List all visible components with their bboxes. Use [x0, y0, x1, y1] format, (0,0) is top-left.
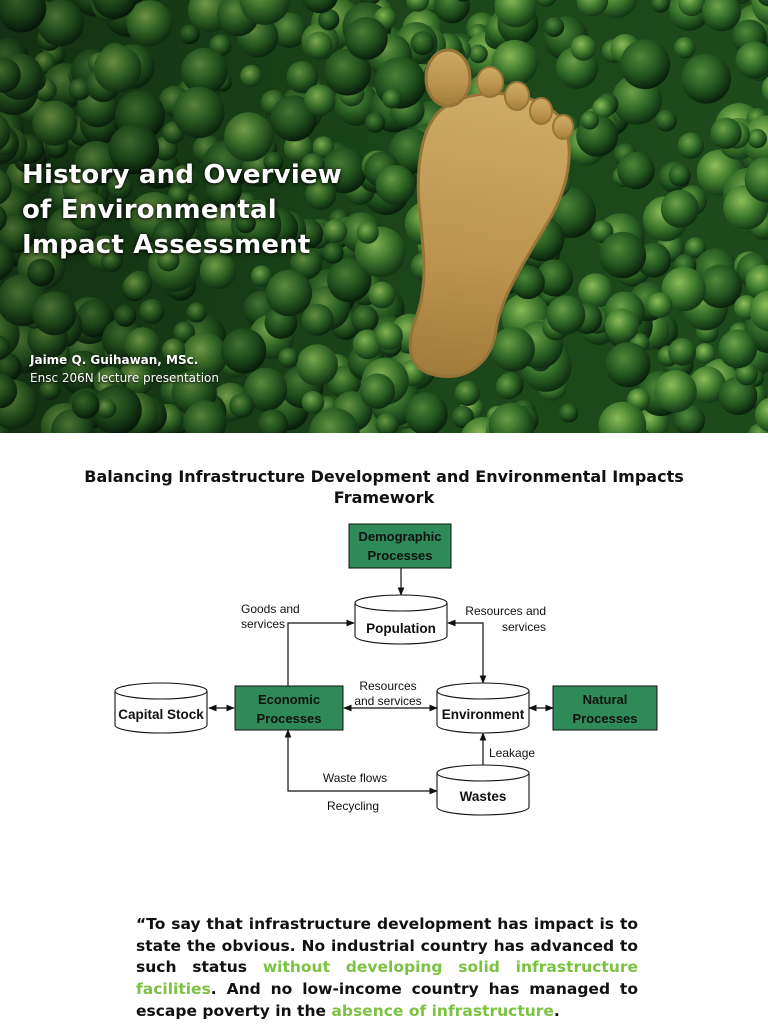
framework-slide	[0, 433, 768, 1024]
course-label: Ensc 206N lecture presentation	[30, 371, 219, 385]
infrastructure-quote	[136, 914, 638, 1023]
resources-services-top-label-2: services	[501, 620, 546, 634]
svg-text:Processes: Processes	[256, 711, 322, 726]
title-line-1: History and Overview	[22, 160, 342, 190]
waste-flows-label: Waste flows	[322, 771, 388, 785]
capital-stock-cylinder	[115, 683, 207, 733]
natural-processes-box	[553, 686, 657, 730]
quote-highlight-1: without developing solid infrastructure facilities	[136, 958, 638, 999]
leakage-label: Leakage	[489, 746, 536, 760]
title-line-3: Impact Assessment	[22, 230, 311, 260]
presentation-title	[22, 158, 402, 263]
svg-text:Processes: Processes	[367, 548, 433, 563]
svg-text:Economic: Economic	[257, 692, 321, 707]
goods-services-label-2: services	[241, 617, 286, 631]
svg-text:Natural: Natural	[582, 692, 628, 707]
svg-text:Wastes: Wastes	[459, 789, 507, 804]
title-line-2: of Environmental	[22, 195, 277, 225]
svg-text:Capital Stock: Capital Stock	[118, 707, 204, 722]
population-cylinder	[355, 595, 447, 644]
quote-text-3: .	[553, 1001, 560, 1020]
title-slide	[0, 0, 768, 433]
wastes-cylinder	[437, 765, 529, 815]
framework-diagram	[0, 433, 768, 833]
goods-services-label-1: Goods and	[241, 602, 300, 616]
svg-text:Processes: Processes	[572, 711, 638, 726]
environment-cylinder	[437, 683, 529, 733]
resources-services-mid-label-2: and services	[354, 694, 422, 708]
quote-highlight-2: absence of infrastructure	[331, 1001, 554, 1020]
quote-text-2: . And no low-income country has managed to escape poverty in the	[136, 980, 638, 1020]
population-environment-arrow	[448, 623, 483, 683]
resources-services-top-label-1: Resources and	[465, 604, 546, 618]
svg-text:Environment: Environment	[441, 707, 525, 722]
economic-processes-box	[235, 686, 343, 730]
economic-population-arrow	[288, 623, 354, 686]
svg-text:Demographic: Demographic	[358, 529, 442, 544]
demographic-processes-box	[349, 524, 451, 568]
svg-text:Population: Population	[366, 621, 436, 636]
author-name: Jaime Q. Guihawan, MSc.	[30, 353, 199, 367]
recycling-label: Recycling	[326, 799, 380, 813]
resources-services-mid-label-1: Resources	[359, 679, 417, 693]
slide-title: Balancing Infrastructure Development and Environmental Impacts Framework	[84, 467, 684, 507]
quote-text-1: “To say that infrastructure development has impact is to state the obvious. No industrial country has advanced to such status	[136, 915, 638, 977]
